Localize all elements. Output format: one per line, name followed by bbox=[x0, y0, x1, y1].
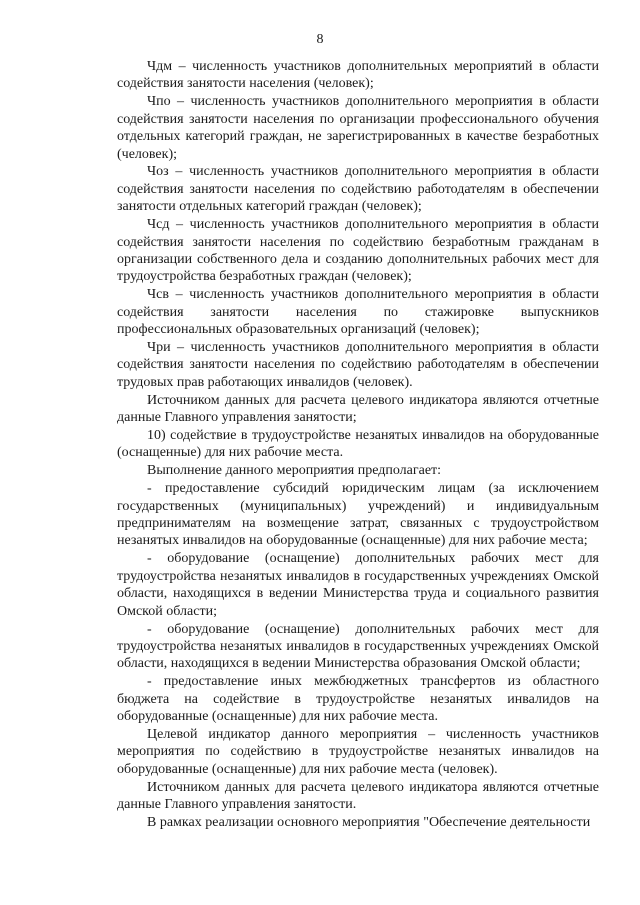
list-item-equipment-labor-ministry: - оборудование (оснащение) дополнительных рабочих мест для трудоустройства незанятых инвалидов в государственных учреждениях Омской области, находящихся в ведении Министерства труда и социального развития Омской области; bbox=[117, 551, 599, 619]
list-item-interbudget-transfers: - предоставление иных межбюджетных трансфертов из областного бюджета на содействие в трудоустройстве незанятых инвалидов на оборудованные (оснащенные) для них рабочие места. bbox=[117, 674, 599, 725]
paragraph-target-indicator: Целевой индикатор данного мероприятия – численность участников мероприятия по содействию в трудоустройстве незанятых инвалидов на оборудованные (оснащенные) для них рабочие места (человек). bbox=[117, 726, 599, 777]
paragraph-chdm-definition: Чдм – численность участников дополнительных мероприятий в области содействия занятости населения (человек); bbox=[117, 59, 599, 92]
document-body bbox=[117, 58, 599, 832]
paragraph-chpo-definition: Чпо – численность участников дополнительного мероприятия в области содействия занятости населения по организации профессионального обучения отдельных категорий граждан, не зарегистрированных в качестве безработных (человек); bbox=[117, 94, 599, 162]
paragraph-indicator-data-source: Источником данных для расчета целевого индикатора являются отчетные данные Главного управления занятости. bbox=[117, 779, 599, 813]
list-item-subsidies: - предоставление субсидий юридическим лицам (за исключением государственных (муниципальных) учреждений) и индивидуальным предпринимателям на возмещение затрат, связанных с трудоустройством незанятых инвалидов на оборудованные (оснащенные) для них рабочие места; bbox=[117, 481, 599, 549]
page-number: 8 bbox=[316, 32, 324, 47]
paragraph-item-10-heading: 10) содействие в трудоустройстве незанятых инвалидов на оборудованные (оснащенные) для них рабочие места. bbox=[117, 428, 599, 461]
paragraph-implementation-intro: Выполнение данного мероприятия предполагает: bbox=[147, 463, 442, 479]
paragraph-chsd-definition: Чсд – численность участников дополнительного мероприятия в области содействия занятости населения по содействию безработным гражданам в организации собственного дела и созданию дополнительных рабочих мест для трудоустройства безработных граждан (человек); bbox=[117, 217, 599, 285]
paragraph-chri-definition: Чри – численность участников дополнительного мероприятия в области содействия занятости населения по содействию работодателям в обеспечении трудовых прав работающих инвалидов (человек). bbox=[117, 340, 599, 390]
paragraph-main-activity: В рамках реализации основного мероприятия "Обеспечение деятельности bbox=[147, 814, 591, 830]
paragraph-chsv-definition: Чсв – численность участников дополнительного мероприятия в области содействия занятости населения по стажировке выпускников профессиональных образовательных организаций (человек); bbox=[117, 287, 599, 338]
paragraph-choz-definition: Чоз – численность участников дополнительного мероприятия в области содействия занятости населения по содействию работодателям в обеспечении занятости отдельных категорий граждан (человек); bbox=[117, 164, 599, 215]
paragraph-data-source: Источником данных для расчета целевого индикатора являются отчетные данные Главного управления занятости; bbox=[117, 392, 599, 426]
list-item-equipment-education-ministry: - оборудование (оснащение) дополнительных рабочих мест для трудоустройства незанятых инвалидов в государственных учреждениях Омской области, находящихся в ведении Министерства образования Омской области; bbox=[117, 621, 599, 672]
